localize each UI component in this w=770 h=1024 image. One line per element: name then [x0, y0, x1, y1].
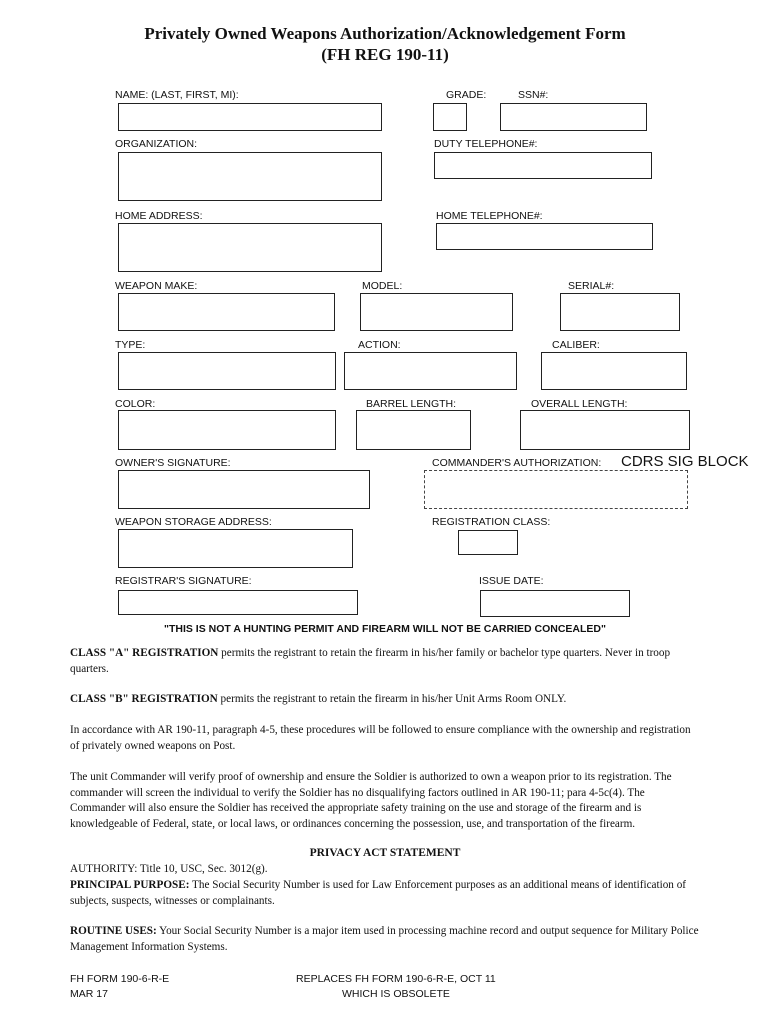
class-a-heading: CLASS "A" REGISTRATION [70, 647, 219, 659]
color-label: COLOR: [115, 398, 156, 410]
grade-label: GRADE: [446, 89, 487, 101]
home-address-field[interactable] [118, 223, 382, 272]
registration-class-field[interactable] [458, 530, 518, 555]
routine-uses-heading: ROUTINE USES: [70, 925, 157, 937]
type-label: TYPE: [115, 339, 146, 351]
grade-field[interactable] [433, 103, 467, 131]
commander-auth-label: COMMANDER'S AUTHORIZATION: [432, 457, 602, 469]
registrar-signature-label: REGISTRAR'S SIGNATURE: [115, 575, 252, 587]
storage-address-field[interactable] [118, 529, 353, 568]
accordance-paragraph: In accordance with AR 190-11, paragraph 4-5, these procedures will be followed to ensure compliance with the ownership and registration of privately owned weapons on Post. [70, 724, 691, 752]
caliber-field[interactable] [541, 352, 687, 390]
duty-phone-field[interactable] [434, 152, 652, 179]
principal-purpose-heading: PRINCIPAL PURPOSE: [70, 879, 190, 891]
organization-field[interactable] [118, 152, 382, 201]
storage-address-label: WEAPON STORAGE ADDRESS: [115, 516, 272, 528]
model-field[interactable] [360, 293, 513, 331]
serial-field[interactable] [560, 293, 680, 331]
issue-date-field[interactable] [480, 590, 630, 617]
model-label: MODEL: [362, 280, 403, 292]
class-b-text: permits the registrant to retain the firearm in his/her Unit Arms Room ONLY. [217, 693, 567, 705]
routine-uses-paragraph [70, 924, 700, 955]
caliber-label: CALIBER: [552, 339, 600, 351]
replaces-note: REPLACES FH FORM 190-6-R-E, OCT 11 [296, 973, 496, 985]
class-a-paragraph [70, 646, 700, 677]
commander-sig-block: CDRS SIG BLOCK [621, 453, 749, 470]
name-label: NAME: (LAST, FIRST, MI): [115, 89, 239, 101]
home-phone-label: HOME TELEPHONE#: [436, 210, 543, 222]
principal-purpose-paragraph [70, 878, 700, 909]
form-subtitle: (FH REG 190-11) [321, 45, 449, 64]
color-field[interactable] [118, 410, 336, 450]
class-b-heading: CLASS "B" REGISTRATION [70, 693, 218, 705]
barrel-length-field[interactable] [356, 410, 471, 450]
commander-auth-field[interactable] [424, 470, 688, 509]
barrel-length-label: BARREL LENGTH: [366, 398, 457, 410]
home-phone-field[interactable] [436, 223, 653, 250]
duty-phone-label: DUTY TELEPHONE#: [434, 138, 538, 150]
ssn-field[interactable] [500, 103, 647, 131]
type-field[interactable] [118, 352, 336, 390]
name-field[interactable] [118, 103, 382, 131]
principal-purpose-text: The Social Security Number is used for Law Enforcement purposes as an additional means of identification of subjects, suspects, witnesses or complainants. [70, 879, 687, 907]
home-address-label: HOME ADDRESS: [115, 210, 203, 222]
action-field[interactable] [344, 352, 517, 390]
form-title: Privately Owned Weapons Authorization/Acknowledgement Form [144, 24, 626, 43]
form-number: FH FORM 190-6-R-E [70, 973, 170, 985]
hunting-permit-notice: "THIS IS NOT A HUNTING PERMIT AND FIREARM WILL NOT BE CARRIED CONCEALED" [163, 623, 606, 635]
organization-label: ORGANIZATION: [115, 138, 198, 150]
class-a-text: permits the registrant to retain the firearm in his/her family or bachelor type quarters. Never in troop quarters. [70, 647, 671, 675]
owner-signature-label: OWNER'S SIGNATURE: [115, 457, 231, 469]
registration-class-label: REGISTRATION CLASS: [432, 516, 551, 528]
routine-uses-text: Your Social Security Number is a major item used in processing machine record and output sequence for Military Police Management Information Systems. [70, 925, 699, 953]
owner-signature-field[interactable] [118, 470, 370, 509]
issue-date-label: ISSUE DATE: [479, 575, 544, 587]
overall-length-label: OVERALL LENGTH: [531, 398, 628, 410]
commander-paragraph: The unit Commander will verify proof of ownership and ensure the Soldier is authorized to own a weapon prior to its registration. The commander will screen the individual to verify the Soldier has no disqualifying factors outlined in AR 190-11; para 4-5c(4). The Commander will also ensure the Soldier has received the appropriate safety training on the use and storage of the firearm and is knowledgeable of Federal, state, or local laws, or ordinances concerning the possession, use, and transportation of the firearm. [70, 771, 672, 830]
class-b-paragraph [70, 692, 700, 708]
action-label: ACTION: [358, 339, 401, 351]
serial-label: SERIAL#: [568, 280, 615, 292]
form-date: MAR 17 [70, 988, 108, 1000]
authority-line: AUTHORITY: Title 10, USC, Sec. 3012(g). [70, 863, 268, 875]
obsolete-note: WHICH IS OBSOLETE [342, 988, 450, 1000]
weapon-make-label: WEAPON MAKE: [115, 280, 198, 292]
overall-length-field[interactable] [520, 410, 690, 450]
ssn-label: SSN#: [518, 89, 549, 101]
registrar-signature-field[interactable] [118, 590, 358, 615]
privacy-act-heading: PRIVACY ACT STATEMENT [309, 847, 461, 859]
weapon-make-field[interactable] [118, 293, 335, 331]
